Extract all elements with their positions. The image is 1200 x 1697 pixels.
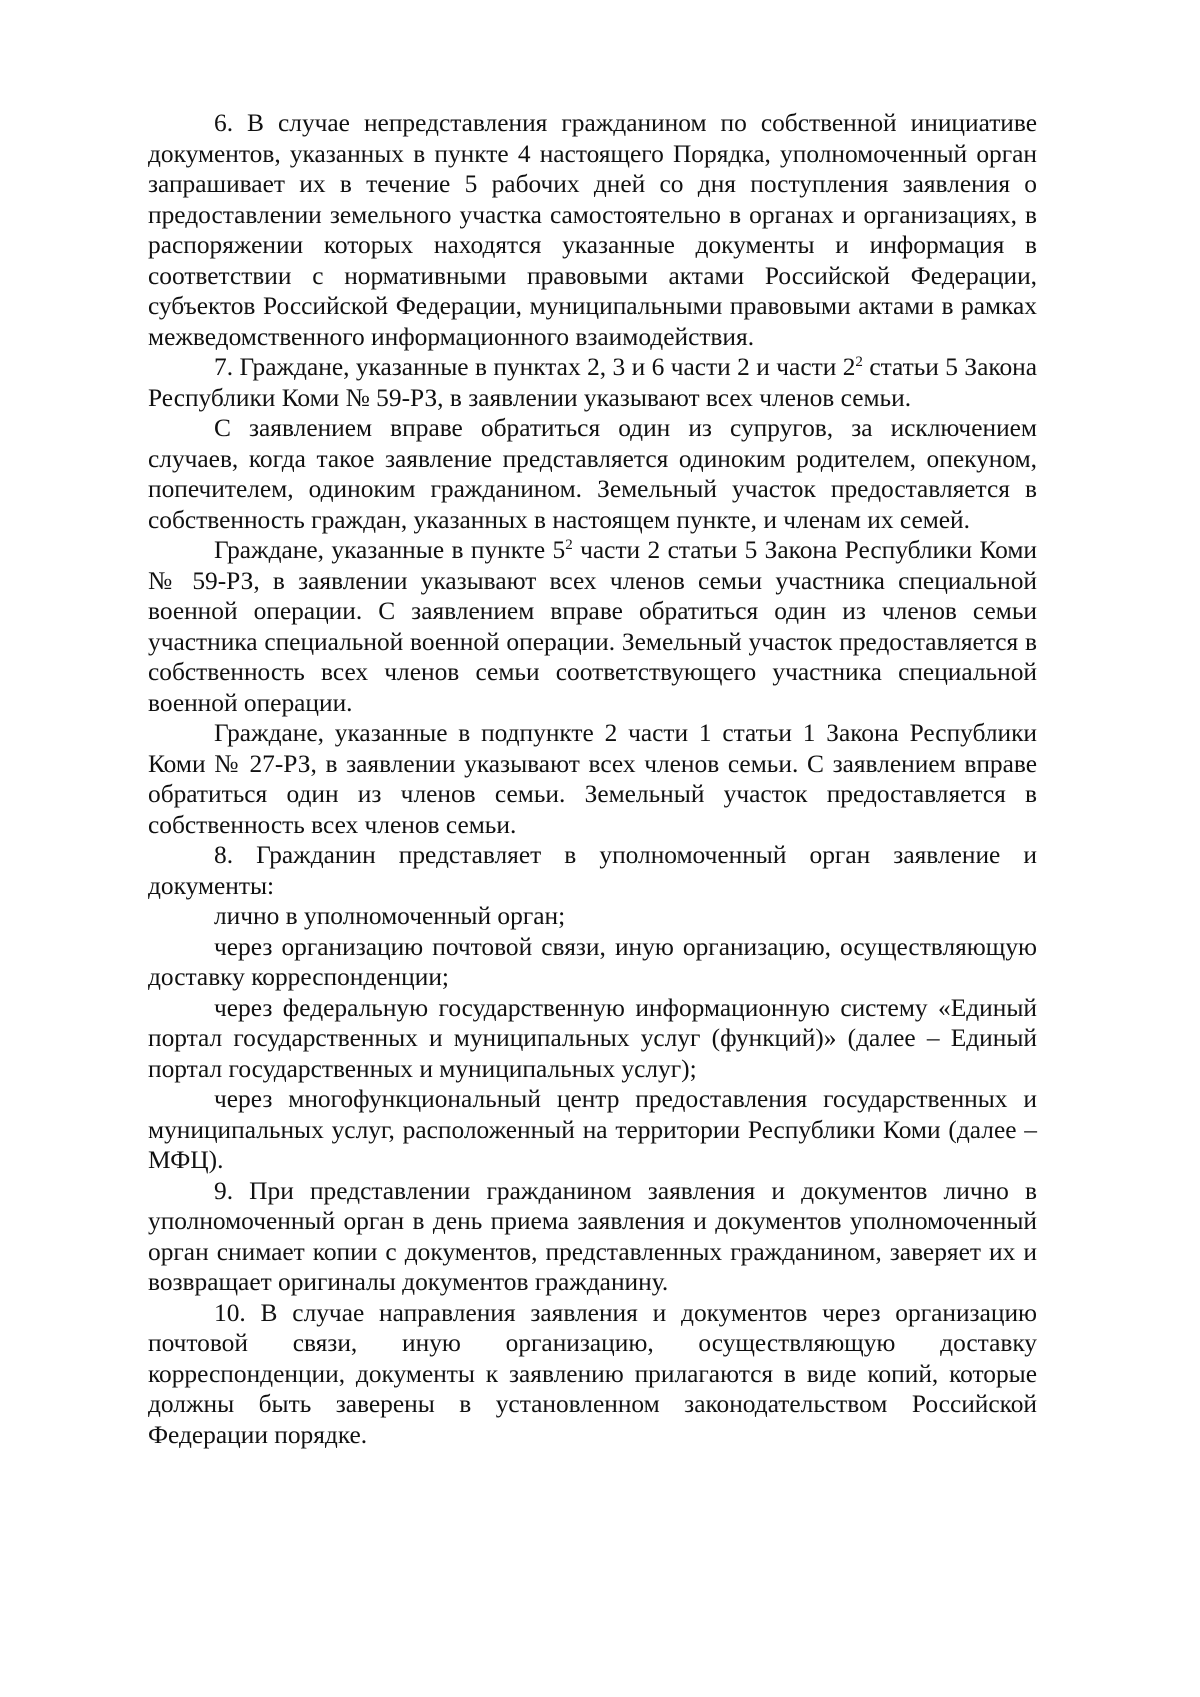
paragraph-7-svo-text-start: Граждане, указанные в пункте 5 <box>214 536 566 564</box>
document-page <box>148 108 1037 1450</box>
paragraph-7-spouse: С заявлением вправе обратиться один из супругов, за исключением случаев, когда такое заявление представляется одиноким родителем, опекуном, попечителем, одиноким гражданином. Земельный участок предоставляется в собственность граждан, указанных в настоящем пункте, и членам их семей. <box>148 414 1037 534</box>
paragraph-7-law-27: Граждане, указанные в подпункте 2 части 1 статьи 1 Закона Республики Коми № 27-РЗ, в заявлении указывают всех членов семьи. С заявлением вправе обратиться один из членов семьи. Земельный участок предоставляется в собственность всех членов семьи. <box>148 719 1037 839</box>
paragraph-8-by-post: через организацию почтовой связи, иную организацию, осуществляющую доставку корреспонденции; <box>148 932 1037 991</box>
superscript: 2 <box>855 354 863 370</box>
paragraph-7-text-end: статьи 5 Закона Республики Коми № 59-РЗ, в заявлении указывают всех членов семьи. <box>148 353 1037 412</box>
paragraph-8-in-person: лично в уполномоченный орган; <box>214 902 566 930</box>
paragraph-7-svo-text-end: части 2 статьи 5 Закона Республики Коми № 59-РЗ, в заявлении указывают всех членов семьи участника специальной военной операции. С заявлением вправе обратиться один из членов семьи участника специальной военной операции. Земельный участок предоставляется в собственность всех членов семьи соответствующего участника специальной военной операции. <box>148 536 1037 717</box>
paragraph-7-svo <box>148 535 1037 718</box>
paragraph-10: 10. В случае направления заявления и документов через организацию почтовой связи, иную организацию, осуществляющую доставку корреспонденции, документы к заявлению прилагаются в виде копий, которые должны быть заверены в установленном законодательством Российской Федерации порядке. <box>148 1298 1037 1449</box>
paragraph-7 <box>148 352 1037 413</box>
paragraph-6: 6. В случае непредставления гражданином по собственной инициативе документов, указанных в пункте 4 настоящего Порядка, уполномоченный орган запрашивает их в течение 5 рабочих дней со дня поступления заявления о предоставлении земельного участка самостоятельно в органах и организациях, в распоряжении которых находятся указанные документы и информация в соответствии с нормативными правовыми актами Российской Федерации, субъектов Российской Федерации, муниципальными правовыми актами в рамках межведомственного информационного взаимодействия. <box>148 109 1037 351</box>
paragraph-8-unified-portal: через федеральную государственную информационную систему «Единый портал государственных и муниципальных услуг (функций)» (далее – Единый портал государственных и муниципальных услуг); <box>148 993 1037 1083</box>
paragraph-7-text-start: 7. Граждане, указанные в пунктах 2, 3 и 6 части 2 и части 2 <box>214 353 856 381</box>
paragraph-8-mfc: через многофункциональный центр предоставления государственных и муниципальных услуг, расположенный на территории Республики Коми (далее – МФЦ). <box>148 1085 1037 1174</box>
paragraph-9: 9. При представлении гражданином заявления и документов лично в уполномоченный орган в день приема заявления и документов уполномоченный орган снимает копии с документов, представленных гражданином, заверяет их и возвращает оригиналы документов гражданину. <box>148 1176 1037 1296</box>
paragraph-8: 8. Гражданин представляет в уполномоченный орган заявление и документы: <box>148 841 1037 900</box>
superscript: 2 <box>565 537 573 553</box>
